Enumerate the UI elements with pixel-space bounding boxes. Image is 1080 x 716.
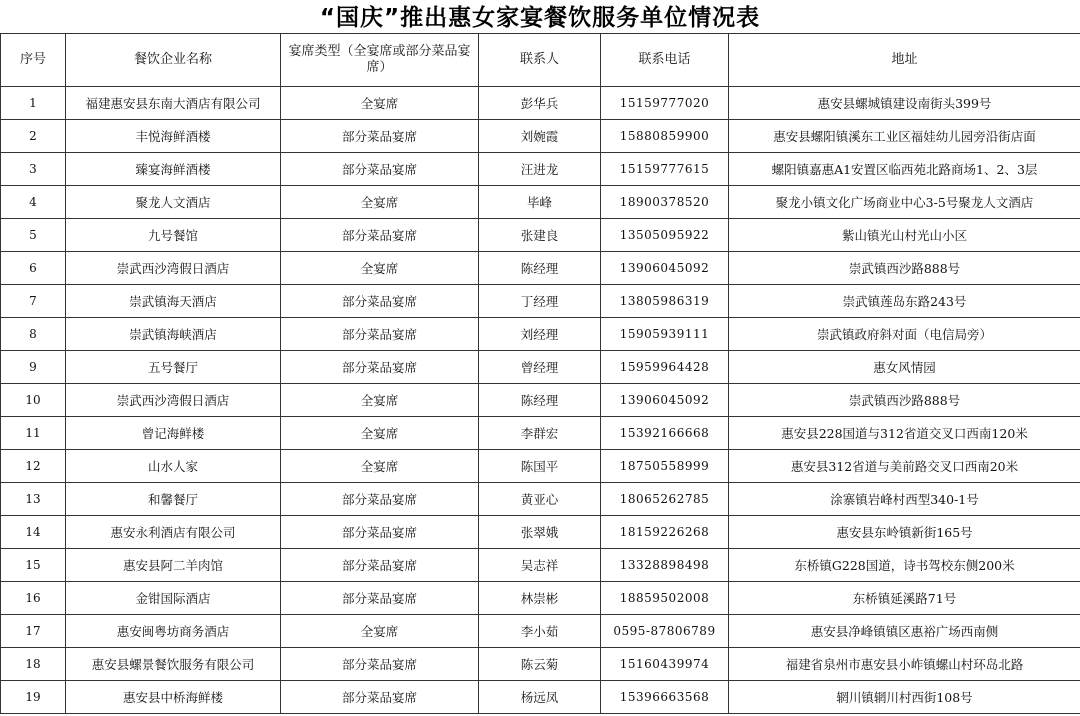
cell-type: 部分菜品宴席 [281, 483, 479, 516]
cell-type: 全宴席 [281, 615, 479, 648]
cell-address: 崇武镇莲岛东路243号 [729, 285, 1080, 318]
table-row [1, 318, 1080, 351]
header-name: 餐饮企业名称 [66, 34, 281, 87]
header-type: 宴席类型（全宴席或部分菜品宴席） [281, 34, 479, 87]
cell-name: 惠安县中桥海鲜楼 [66, 681, 281, 714]
cell-type: 全宴席 [281, 186, 479, 219]
table-body [1, 87, 1080, 714]
table-row [1, 285, 1080, 318]
cell-contact: 陈国平 [479, 450, 601, 483]
cell-name: 惠安闽粤坊商务酒店 [66, 615, 281, 648]
cell-type: 部分菜品宴席 [281, 219, 479, 252]
document-title: “国庆”推出惠女家宴餐饮服务单位情况表 [319, 5, 761, 31]
table-row [1, 384, 1080, 417]
cell-phone: 13906045092 [601, 384, 729, 417]
cell-address: 辋川镇辋川村西街108号 [729, 681, 1080, 714]
cell-phone: 15959964428 [601, 351, 729, 384]
cell-name: 惠安县阿二羊肉馆 [66, 549, 281, 582]
cell-address: 惠女风情园 [729, 351, 1080, 384]
cell-phone: 13328898498 [601, 549, 729, 582]
table-row [1, 681, 1080, 714]
cell-name: 曾记海鲜楼 [66, 417, 281, 450]
cell-name: 聚龙人文酒店 [66, 186, 281, 219]
cell-name: 和馨餐厅 [66, 483, 281, 516]
cell-type: 部分菜品宴席 [281, 582, 479, 615]
cell-phone: 13805986319 [601, 285, 729, 318]
cell-contact: 陈云菊 [479, 648, 601, 681]
cell-index: 5 [1, 219, 66, 252]
cell-index: 18 [1, 648, 66, 681]
cell-contact: 吴志祥 [479, 549, 601, 582]
table-header-row [1, 34, 1080, 87]
cell-address: 福建省泉州市惠安县小岞镇螺山村环岛北路 [729, 648, 1080, 681]
cell-index: 9 [1, 351, 66, 384]
table-row [1, 351, 1080, 384]
cell-phone: 13505095922 [601, 219, 729, 252]
table-row [1, 153, 1080, 186]
cell-type: 全宴席 [281, 384, 479, 417]
cell-type: 部分菜品宴席 [281, 285, 479, 318]
cell-contact: 林崇彬 [479, 582, 601, 615]
cell-index: 3 [1, 153, 66, 186]
cell-index: 1 [1, 87, 66, 120]
cell-index: 13 [1, 483, 66, 516]
header-address: 地址 [729, 34, 1080, 87]
cell-name: 九号餐馆 [66, 219, 281, 252]
cell-contact: 刘经理 [479, 318, 601, 351]
cell-type: 部分菜品宴席 [281, 648, 479, 681]
cell-phone: 15392166668 [601, 417, 729, 450]
table-row [1, 549, 1080, 582]
cell-name: 金钳国际酒店 [66, 582, 281, 615]
cell-phone: 15159777615 [601, 153, 729, 186]
cell-contact: 丁经理 [479, 285, 601, 318]
cell-address: 惠安县螺阳镇溪东工业区福娃幼儿园旁沿街店面 [729, 120, 1080, 153]
table-row [1, 615, 1080, 648]
cell-contact: 毕峰 [479, 186, 601, 219]
cell-address: 惠安县312省道与美前路交叉口西南20米 [729, 450, 1080, 483]
cell-index: 7 [1, 285, 66, 318]
cell-type: 全宴席 [281, 87, 479, 120]
cell-phone: 15159777020 [601, 87, 729, 120]
cell-index: 8 [1, 318, 66, 351]
cell-phone: 15905939111 [601, 318, 729, 351]
cell-phone: 15160439974 [601, 648, 729, 681]
cell-phone: 18859502008 [601, 582, 729, 615]
cell-name: 山水人家 [66, 450, 281, 483]
cell-name: 惠安县螺景餐饮服务有限公司 [66, 648, 281, 681]
cell-phone: 15880859900 [601, 120, 729, 153]
header-index: 序号 [1, 34, 66, 87]
cell-address: 紫山镇光山村光山小区 [729, 219, 1080, 252]
cell-type: 部分菜品宴席 [281, 153, 479, 186]
table-row [1, 516, 1080, 549]
cell-name: 臻宴海鲜酒楼 [66, 153, 281, 186]
restaurant-table [0, 33, 1080, 714]
cell-name: 崇武西沙湾假日酒店 [66, 252, 281, 285]
cell-name: 五号餐厅 [66, 351, 281, 384]
cell-contact: 杨远凤 [479, 681, 601, 714]
cell-index: 19 [1, 681, 66, 714]
table-row [1, 186, 1080, 219]
cell-address: 东桥镇延溪路71号 [729, 582, 1080, 615]
cell-contact: 汪进龙 [479, 153, 601, 186]
cell-index: 16 [1, 582, 66, 615]
table-row [1, 417, 1080, 450]
cell-address: 崇武镇西沙路888号 [729, 252, 1080, 285]
cell-phone: 0595-87806789 [601, 615, 729, 648]
cell-address: 涂寨镇岩峰村西型340-1号 [729, 483, 1080, 516]
cell-contact: 彭华兵 [479, 87, 601, 120]
cell-index: 12 [1, 450, 66, 483]
cell-phone: 18159226268 [601, 516, 729, 549]
cell-index: 17 [1, 615, 66, 648]
cell-name: 惠安永利酒店有限公司 [66, 516, 281, 549]
table-row [1, 648, 1080, 681]
cell-index: 11 [1, 417, 66, 450]
cell-address: 崇武镇政府斜对面（电信局旁） [729, 318, 1080, 351]
cell-type: 部分菜品宴席 [281, 549, 479, 582]
cell-name: 崇武镇海峡酒店 [66, 318, 281, 351]
cell-type: 部分菜品宴席 [281, 318, 479, 351]
table-row [1, 219, 1080, 252]
cell-phone: 13906045092 [601, 252, 729, 285]
cell-index: 4 [1, 186, 66, 219]
cell-type: 部分菜品宴席 [281, 681, 479, 714]
cell-index: 15 [1, 549, 66, 582]
cell-type: 全宴席 [281, 252, 479, 285]
cell-phone: 18065262785 [601, 483, 729, 516]
cell-contact: 曾经理 [479, 351, 601, 384]
cell-address: 惠安县净峰镇镇区惠裕广场西南侧 [729, 615, 1080, 648]
table-row [1, 582, 1080, 615]
table-row [1, 87, 1080, 120]
cell-contact: 陈经理 [479, 384, 601, 417]
cell-address: 惠安县螺城镇建设南街头399号 [729, 87, 1080, 120]
cell-name: 崇武镇海天酒店 [66, 285, 281, 318]
table-row [1, 450, 1080, 483]
table-row [1, 120, 1080, 153]
cell-name: 崇武西沙湾假日酒店 [66, 384, 281, 417]
cell-type: 全宴席 [281, 450, 479, 483]
cell-address: 聚龙小镇文化广场商业中心3-5号聚龙人文酒店 [729, 186, 1080, 219]
cell-address: 惠安县东岭镇新街165号 [729, 516, 1080, 549]
cell-index: 6 [1, 252, 66, 285]
cell-type: 全宴席 [281, 417, 479, 450]
cell-index: 10 [1, 384, 66, 417]
cell-contact: 李群宏 [479, 417, 601, 450]
table-row [1, 252, 1080, 285]
cell-address: 螺阳镇嘉惠A1安置区临西苑北路商场1、2、3层 [729, 153, 1080, 186]
cell-type: 部分菜品宴席 [281, 351, 479, 384]
cell-index: 14 [1, 516, 66, 549]
cell-address: 崇武镇西沙路888号 [729, 384, 1080, 417]
cell-address: 惠安县228国道与312省道交叉口西南120米 [729, 417, 1080, 450]
cell-name: 福建惠安县东南大酒店有限公司 [66, 87, 281, 120]
cell-contact: 陈经理 [479, 252, 601, 285]
cell-phone: 18900378520 [601, 186, 729, 219]
cell-type: 部分菜品宴席 [281, 120, 479, 153]
cell-contact: 李小茹 [479, 615, 601, 648]
cell-contact: 张翠娥 [479, 516, 601, 549]
cell-contact: 刘婉霞 [479, 120, 601, 153]
cell-phone: 18750558999 [601, 450, 729, 483]
cell-contact: 张建良 [479, 219, 601, 252]
cell-type: 部分菜品宴席 [281, 516, 479, 549]
cell-phone: 15396663568 [601, 681, 729, 714]
cell-index: 2 [1, 120, 66, 153]
cell-address: 东桥镇G228国道，诗书驾校东侧200米 [729, 549, 1080, 582]
header-contact: 联系人 [479, 34, 601, 87]
table-row [1, 483, 1080, 516]
cell-contact: 黄亚心 [479, 483, 601, 516]
cell-name: 丰悦海鲜酒楼 [66, 120, 281, 153]
header-phone: 联系电话 [601, 34, 729, 87]
